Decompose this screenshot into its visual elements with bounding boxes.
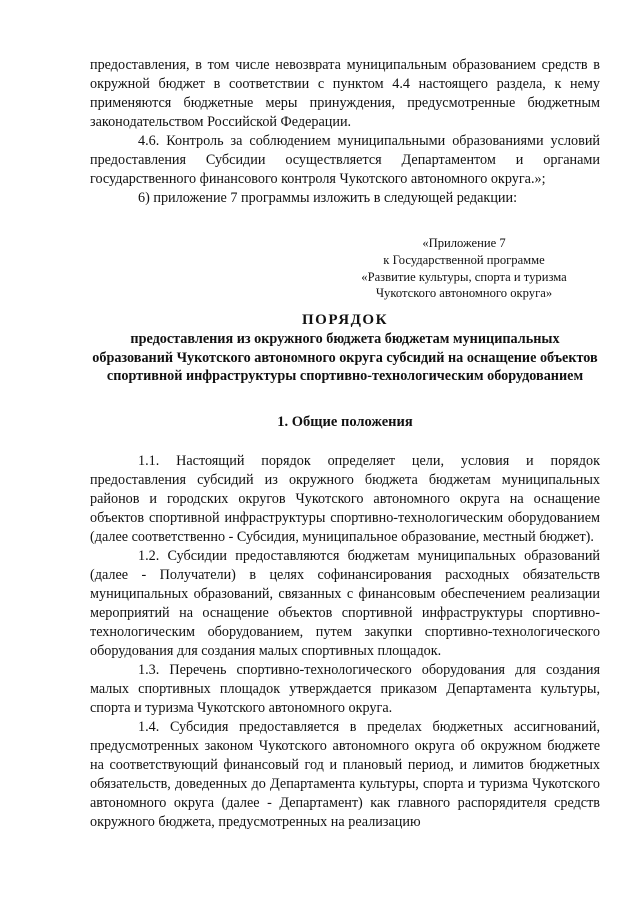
paragraph-4-6: 4.6. Контроль за соблюдением муниципальными образованиями условий предоставления Субсидии осуществляется Департаментом и органами государственного финансового контроля Чукотского автономного округа.»; <box>90 133 600 187</box>
document-subtitle: предоставления из окружного бюджета бюджетам муниципальных образований Чукотского автономного округа субсидий на оснащение объектов спортивной инфраструктуры спортивно-технологическим оборудованием <box>92 331 598 384</box>
section-heading: 1. Общие положения <box>277 414 413 430</box>
paragraph-1-3: 1.3. Перечень спортивно-технологического оборудования для создания малых спортивных площадок утверждается приказом Департамента культуры, спорта и туризма Чукотского автономного округа. <box>90 662 600 716</box>
appendix-line-2: к Государственной программе <box>383 252 545 267</box>
paragraph-1-1: 1.1. Настоящий порядок определяет цели, условия и порядок предоставления субсидий из окружного бюджета бюджетам муниципальных районов и городских округов Чукотского автономного округа на оснащение объектов спортивной инфраструктуры спортивно-технологическим оборудованием (далее соответственно - Субсидия, муниципальное образование, местный бюджет). <box>90 453 600 545</box>
paragraph-1-2: 1.2. Субсидии предоставляются бюджетам муниципальных образований (далее - Получатели) в целях софинансирования расходных обязательств муниципальных образований, связанных с финансовым обеспечением реализации мероприятий на оснащение объектов спортивной инфраструктуры спортивно-технологическим оборудованием, путем закупки спортивно-технологического оборудования для создания малых спортивных площадок. <box>90 548 600 659</box>
section-body <box>90 452 600 832</box>
document-title: ПОРЯДОК <box>302 312 388 328</box>
appendix-reference <box>344 235 584 302</box>
paragraph-1-4: 1.4. Субсидия предоставляется в пределах бюджетных ассигнований, предусмотренных законом Чукотского автономного округа об окружном бюджете на соответствующий финансовый год и плановый период, и лимитов бюджетных обязательств, доведенных до Департамента культуры, спорта и туризма Чукотского автономного округа (далее - Департамент) как главного распорядителя средств окружного бюджета, предусмотренных на реализацию <box>90 719 600 830</box>
intro-text <box>90 56 600 208</box>
appendix-line-1: «Приложение 7 <box>422 236 506 250</box>
appendix-line-4: Чукотского автономного округа» <box>375 286 553 301</box>
appendix-line-3: «Развитие культуры, спорта и туризма <box>361 269 567 284</box>
paragraph-continuation: предоставления, в том числе невозврата муниципальным образованием средств в окружной бюджет в соответствии с пунктом 4.4 настоящего раздела, к нему применяются бюджетные меры принуждения, предусмотренные бюджетным законодательством Российской Федерации. <box>90 57 600 130</box>
paragraph-amendment-6: 6) приложение 7 программы изложить в следующей редакции: <box>138 190 518 206</box>
